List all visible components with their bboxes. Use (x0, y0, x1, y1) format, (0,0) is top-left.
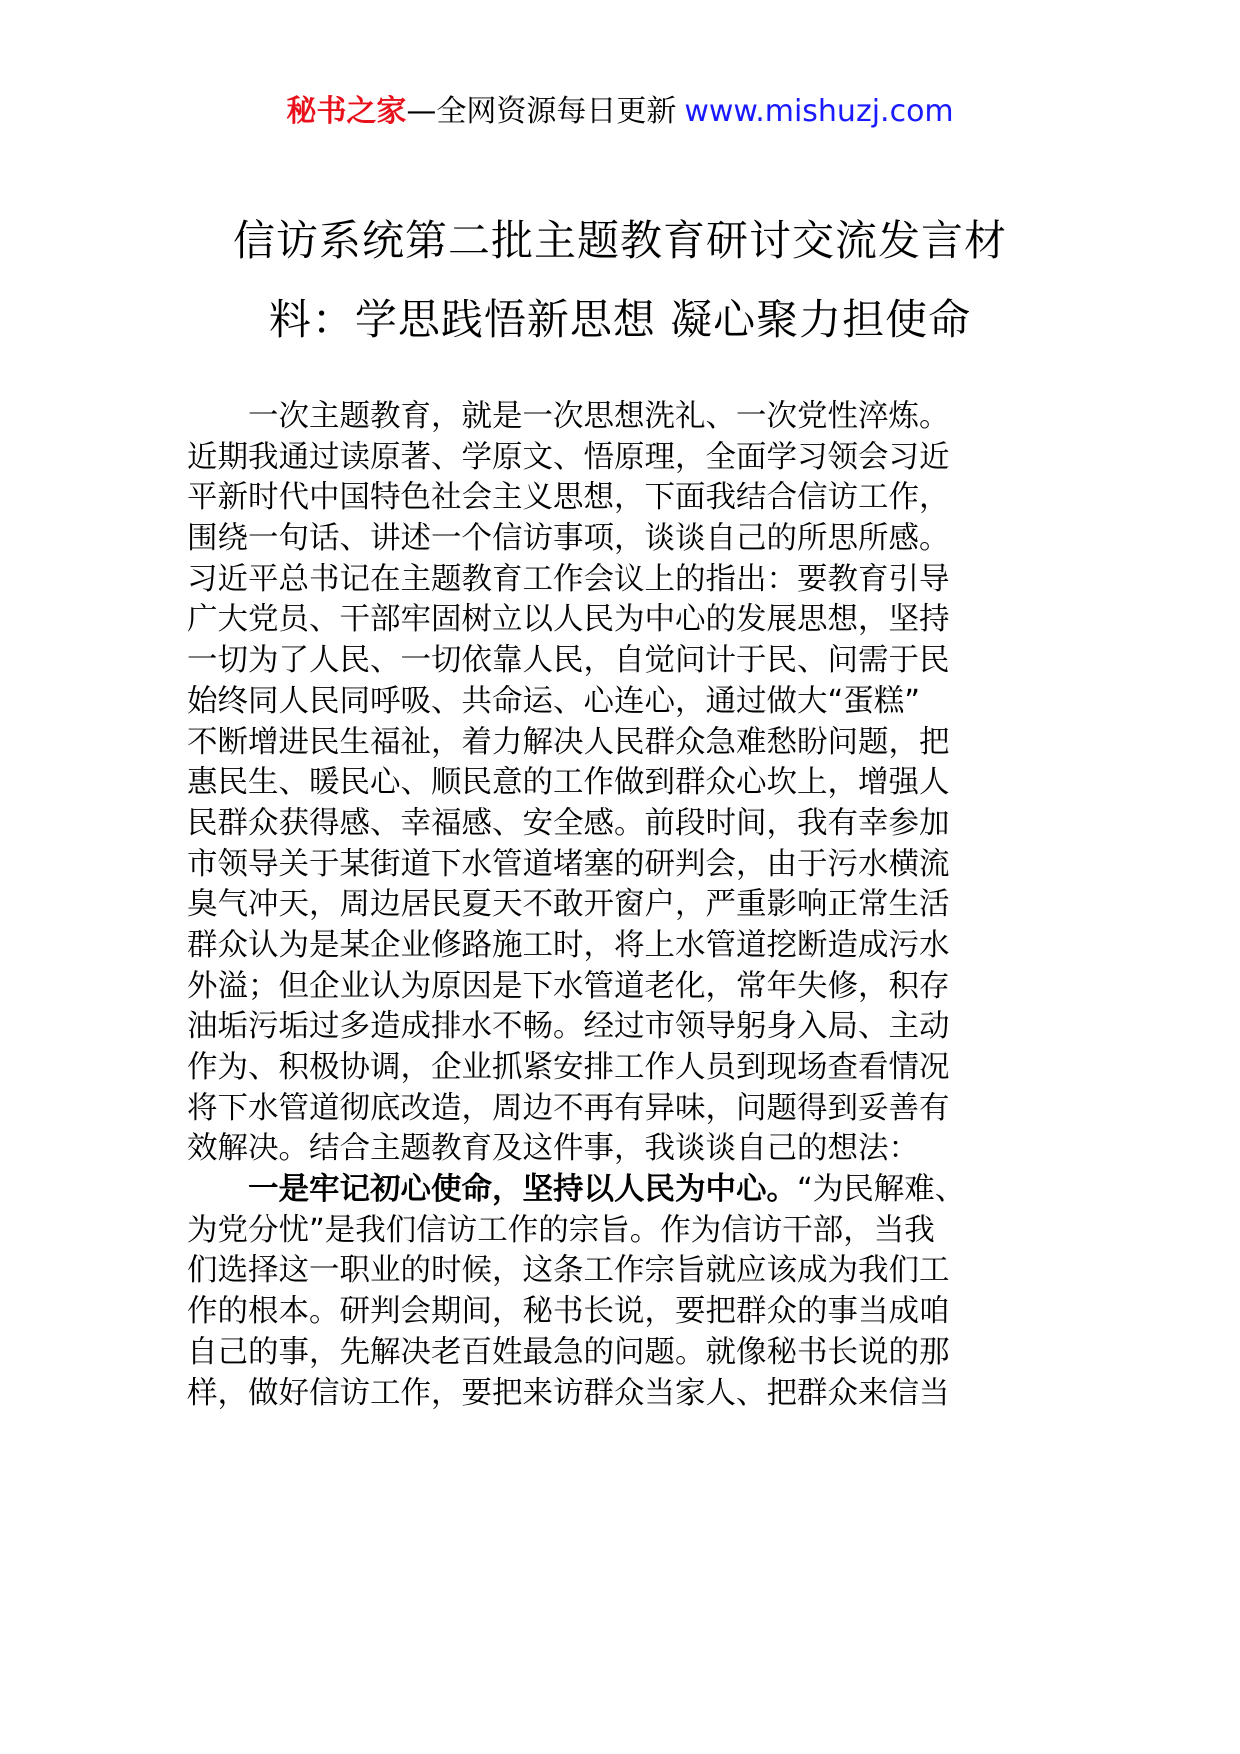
document-title-line-1: 信访系统第二批主题教育研讨交流发言材 (232, 216, 1007, 265)
body-line: 近期我通过读原著、学原文、悟原理，全面学习领会习近 (187, 439, 950, 475)
body-line: 始终同人民同呼吸、共命运、心连心，通过做大“蛋糕” (187, 683, 921, 719)
body-line: 作为、积极协调，企业抓紧安排工作人员到现场查看情况 (187, 1050, 950, 1085)
body-line: 为党分忧”是我们信访工作的宗旨。作为信访干部，当我 (187, 1212, 935, 1248)
body-line: 油垢污垢过多造成排水不畅。经过市领导躬身入局、主动 (187, 1009, 950, 1045)
body-line: 群众认为是某企业修路施工时，将上水管道挖断造成污水 (187, 927, 950, 963)
brand-name: 秘书之家 (286, 94, 407, 129)
body-line: 作的根本。研判会期间，秘书长说，要把群众的事当成咱 (187, 1294, 950, 1330)
body-line: 不断增进民生福祉，着力解决人民群众急难愁盼问题，把 (187, 724, 950, 760)
body-line: 们选择这一职业的时候，这条工作宗旨就应该成为我们工 (187, 1253, 950, 1289)
site-header (0, 92, 1240, 132)
body-line: 一切为了人民、一切依靠人民，自觉问计于民、问需于民 (187, 643, 950, 679)
site-url-link[interactable]: www.mishuzj.com (684, 94, 954, 129)
body-line: 将下水管道彻底改造，周边不再有异味，问题得到妥善有 (187, 1090, 950, 1126)
body-line: 广大党员、干部牢固树立以人民为中心的发展思想，坚持 (187, 602, 950, 638)
body-line: 市领导关于某街道下水管道堵塞的研判会，由于污水横流 (187, 846, 950, 882)
point-one-line (187, 1170, 1057, 1211)
body-line: 惠民生、暖民心、顺民意的工作做到群众心坎上，增强人 (187, 765, 950, 801)
body-line: 臭气冲天，周边居民夏天不敢开窗户，严重影响正常生活 (187, 887, 950, 923)
point-one-heading: 一是牢记初心使命，坚持以人民为中心。 (248, 1172, 797, 1208)
document-title-line-2: 料：学思践悟新思想 凝心聚力担使命 (268, 295, 972, 344)
body-line: 围绕一句话、讲述一个信访事项，谈谈自己的所思所感。 (187, 521, 950, 557)
body-line: 习近平总书记在主题教育工作会议上的指出：要教育引导 (187, 561, 950, 597)
point-one-tail: “为民解难、 (797, 1172, 966, 1208)
body-line: 自己的事，先解决老百姓最急的问题。就像秘书长说的那 (187, 1334, 950, 1370)
body-line: 样，做好信访工作，要把来访群众当家人、把群众来信当 (187, 1375, 950, 1411)
header-slogan: —全网资源每日更新 (406, 94, 677, 129)
body-line: 平新时代中国特色社会主义思想，下面我结合信访工作， (187, 480, 950, 516)
document-body (187, 397, 1057, 1414)
body-line: 外溢；但企业认为原因是下水管道老化，常年失修，积存 (187, 968, 950, 1004)
body-line: 效解决。结合主题教育及这件事，我谈谈自己的想法： (187, 1131, 919, 1167)
body-line: 一次主题教育，就是一次思想洗礼、一次党性淬炼。 (248, 399, 950, 434)
body-line: 民群众获得感、幸福感、安全感。前段时间，我有幸参加 (187, 805, 950, 841)
